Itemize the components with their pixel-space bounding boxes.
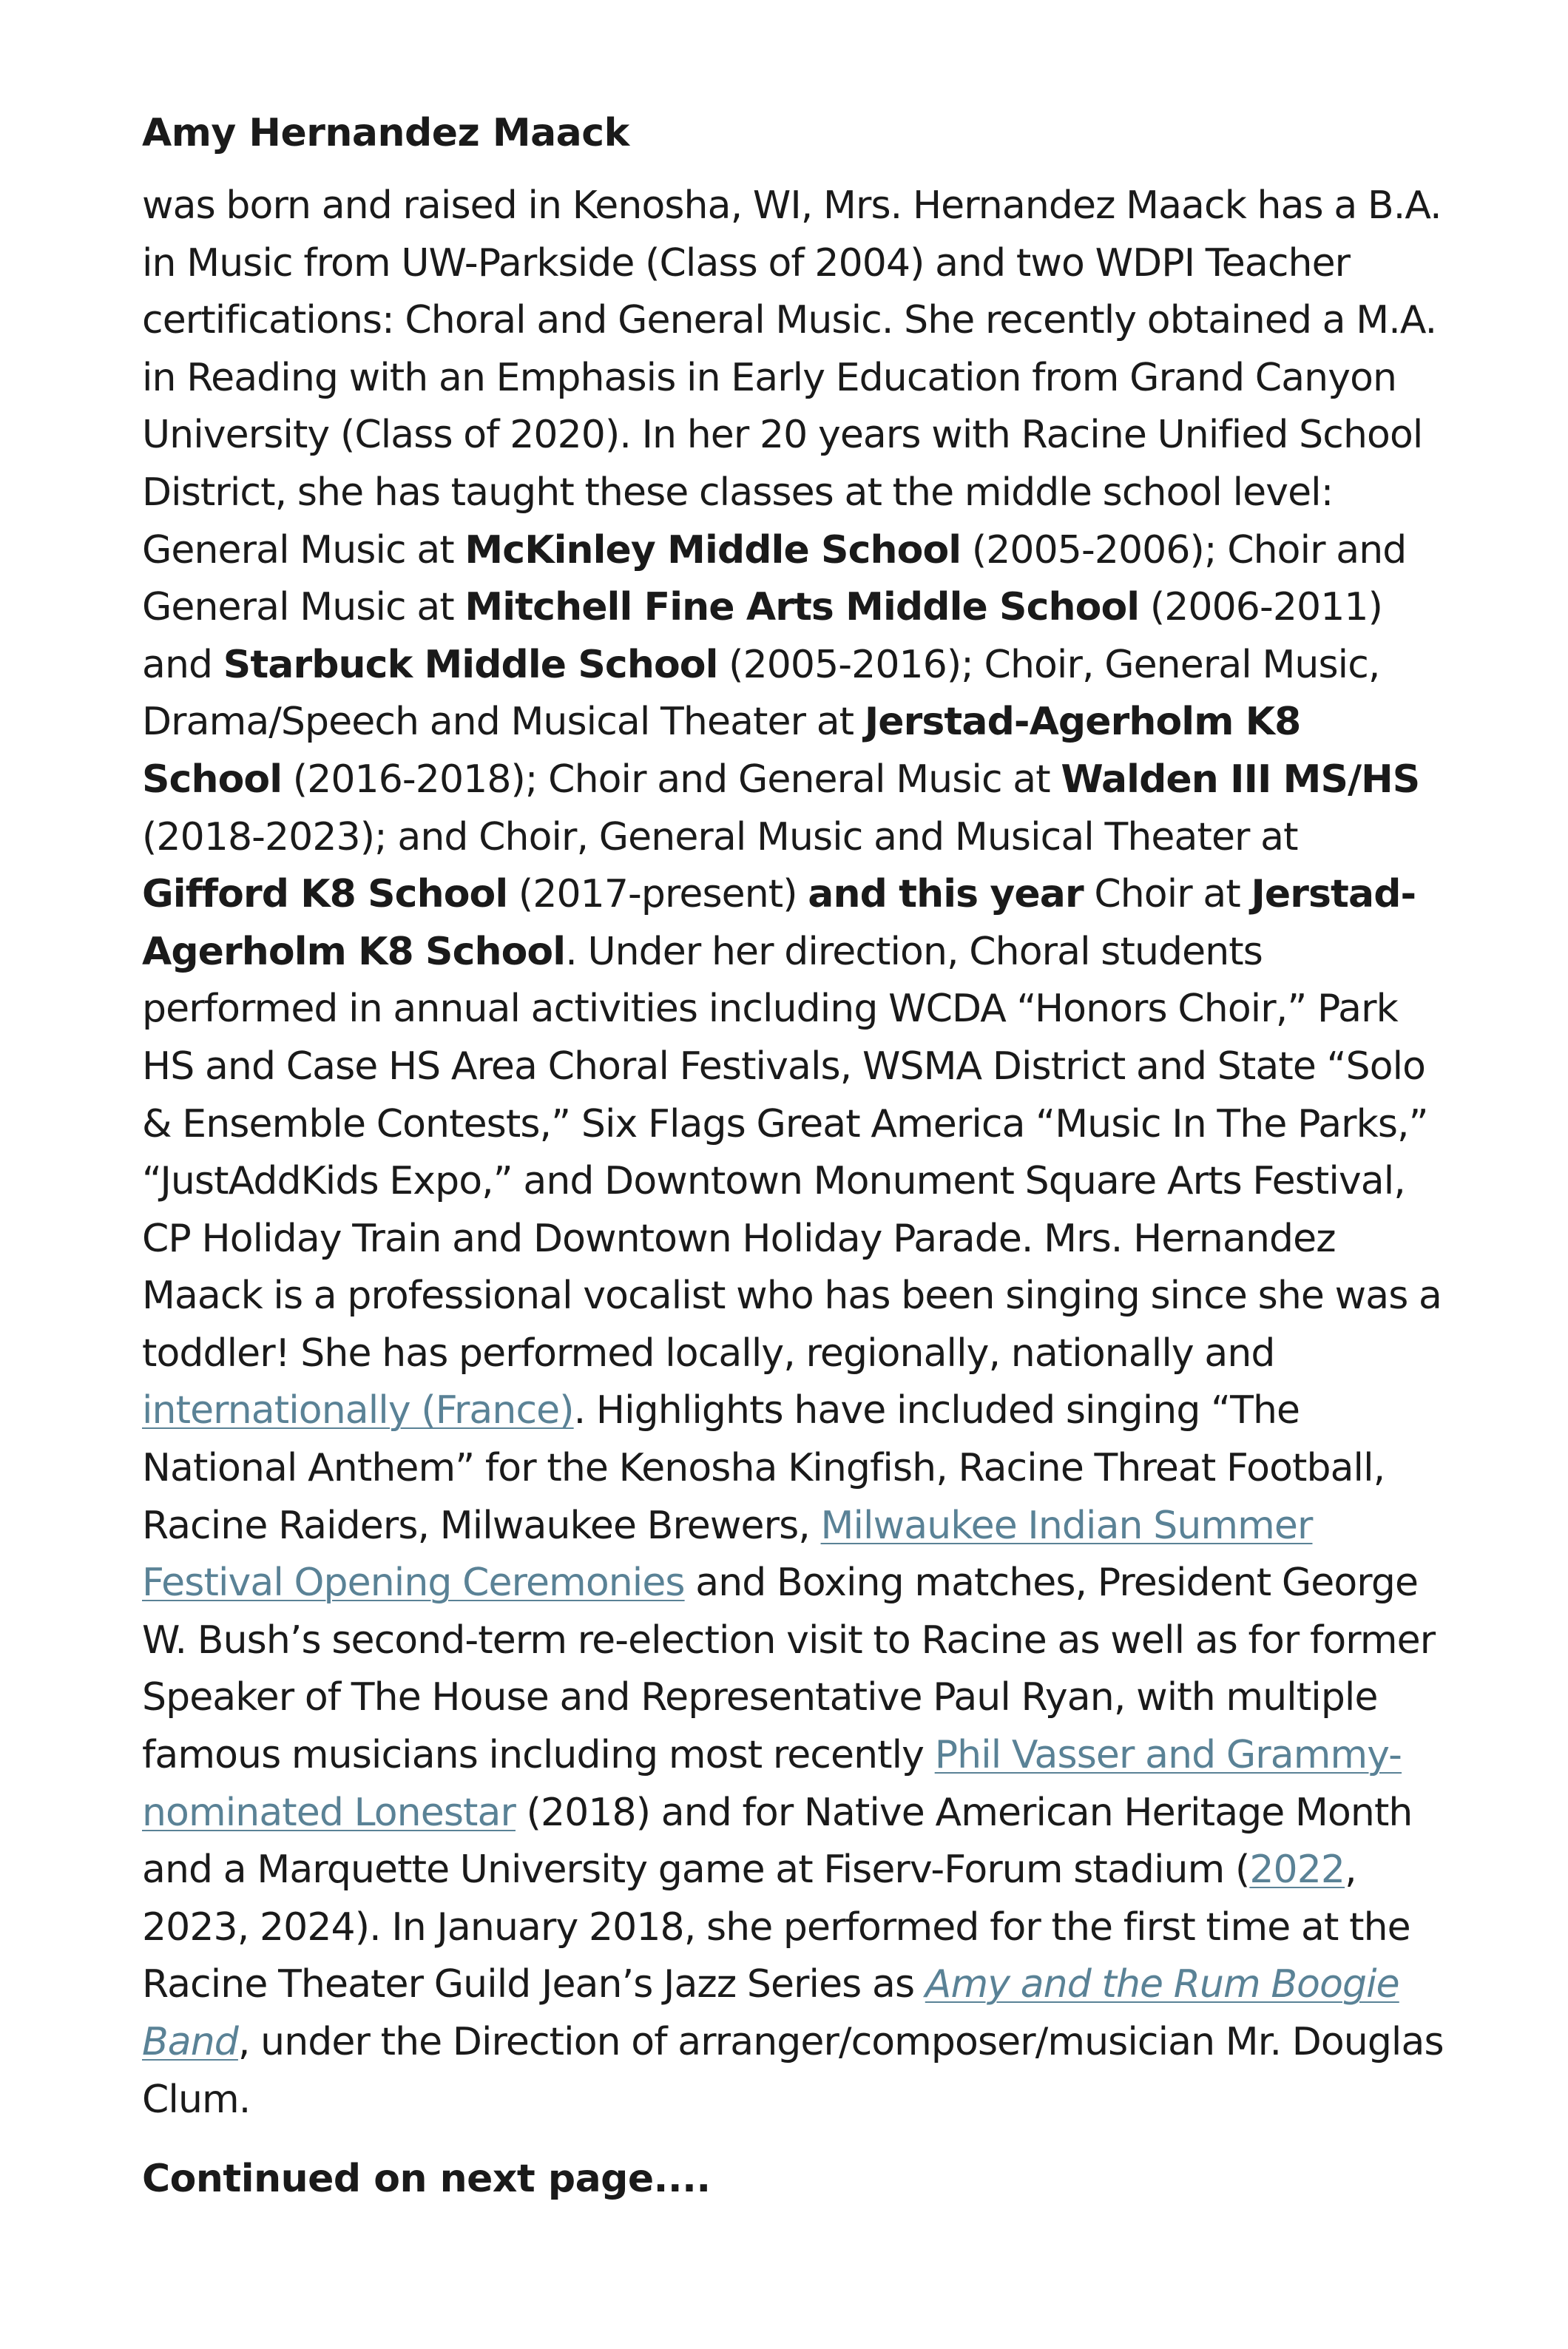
link-amy-and-the-rum-boogie-band[interactable]: Amy and the Rum Boogie Band xyxy=(142,1962,1399,2064)
bold-text-gifford-k8-school: Gifford K8 School xyxy=(142,872,508,917)
bold-text-mitchell-fine-arts-middle-school: Mitchell Fine Arts Middle School xyxy=(464,585,1140,630)
link-2022[interactable]: 2022 xyxy=(1249,1848,1345,1893)
bio-heading: Amy Hernandez Maack xyxy=(142,111,629,155)
bio-text-segment: (2016-2018); Choir and General Music at xyxy=(282,757,1061,802)
bio-text-segment: Choir at xyxy=(1083,872,1251,917)
bio-text-segment: . Highlights have included singing “The National Anthem” for the Kenosha Kingfish, Racine Threat Football, Racine Raiders, Milwaukee Brewers, xyxy=(142,1388,1385,1548)
bold-text-walden-iii-ms-hs: Walden III MS/HS xyxy=(1061,757,1420,802)
continued-note: Continued on next page.... xyxy=(142,2157,711,2202)
link-internationally-france[interactable]: internationally (France) xyxy=(142,1388,574,1433)
bio-text-segment: (2005-2016); Choir, General Music, Drama/Speech and Musical Theater at xyxy=(142,642,1380,745)
bio-text-segment: was born and raised in Kenosha, WI, Mrs. Hernandez Maack has a B.A. in Music from UW-Parkside (Class of 2004) and two WDPI Teacher certifications: Choral and General Music. She recently obtained a M.A. in Reading with an Emphasis in Early Education from Grand Canyon University (Class of 2020). In her 20 years with Racine Unified School District, she has taught these classes at the middle school level: General Music at xyxy=(142,183,1442,572)
bio-paragraph xyxy=(142,178,1444,2129)
bio-text-segment: (2005-2006); Choir and General Music at xyxy=(142,527,1407,630)
bio-text-segment: and Boxing matches, President George W. Bush’s second-term re-election visit to Racine as well as for former Speaker of The House and Representative Paul Ryan, with multiple famous musicians including most recently xyxy=(142,1561,1436,1778)
link-milwaukee-indian-summer-festival-opening-ceremonies[interactable]: Milwaukee Indian Summer Festival Opening Ceremonies xyxy=(142,1503,1313,1606)
bold-text-mckinley-middle-school: McKinley Middle School xyxy=(464,527,962,572)
bio-text-segment: . Under her direction, Choral students performed in annual activities including WCDA “Honors Choir,” Park HS and Case HS Area Choral Festivals, WSMA District and State “Solo & Ensemble Contests,” Six Flags Great America “Music In The Parks,” “JustAddKids Expo,” and Downtown Monument Square Arts Festival, CP Holiday Train and Downtown Holiday Parade. Mrs. Hernandez Maack is a professional vocalist who has been singing since she was a toddler! She has performed locally, regionally, nationally and xyxy=(142,929,1442,1376)
bio-page xyxy=(142,104,1444,2208)
bio-text-segment: (2006-2011) and xyxy=(142,585,1382,687)
bio-text-segment: (2017-present) xyxy=(507,872,808,917)
bold-text-jerstad-agerholm-k8-school: Jerstad-Agerholm K8 School xyxy=(142,872,1416,974)
bio-text-segment: , 2023, 2024). In January 2018, she performed for the first time at the Racine Theater Guild Jean’s Jazz Series as xyxy=(142,1848,1410,2007)
bold-text-and-this-year: and this year xyxy=(808,872,1084,917)
bold-text-starbuck-middle-school: Starbuck Middle School xyxy=(223,642,718,687)
bio-text-segment: (2018-2023); and Choir, General Music and Musical Theater at xyxy=(142,814,1298,859)
bio-text-segment: (2018) and for Native American Heritage Month and a Marquette University game at Fiserv-Forum stadium ( xyxy=(142,1790,1413,1893)
link-phil-vasser-and-grammy-nominated-lonestar[interactable]: Phil Vasser and Grammy-nominated Lonestar xyxy=(142,1733,1402,1835)
bio-text-segment: , under the Direction of arranger/composer/musician Mr. Douglas Clum. xyxy=(142,2020,1444,2122)
bold-text-jerstad-agerholm-k8-school: Jerstad-Agerholm K8 School xyxy=(142,700,1301,802)
